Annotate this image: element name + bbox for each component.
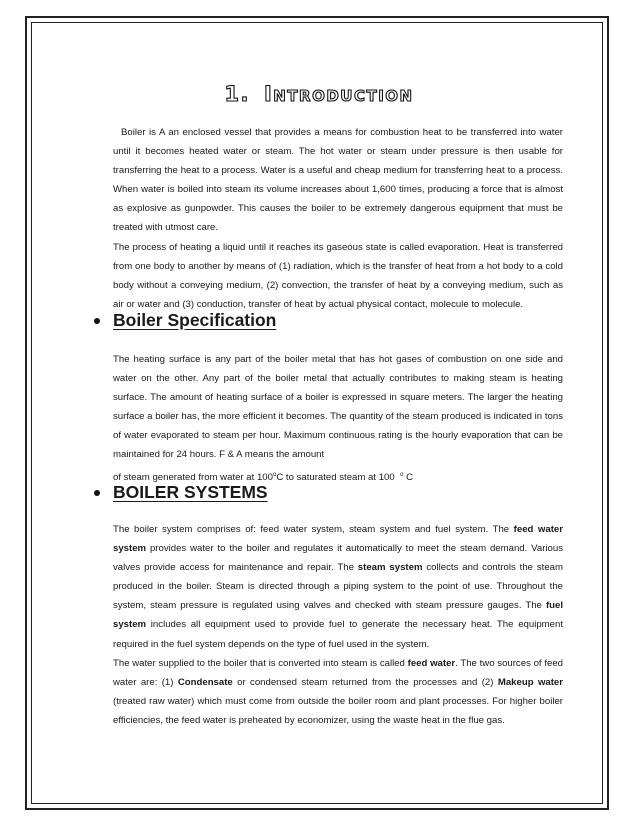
spec-paragraph-2: of steam generated from water at 100$^o$C to saturated steam at 100 $^o$ C — [113, 471, 414, 483]
systems-paragraph-1: The boiler system comprises of: feed water system, steam system and fuel system. The feed water system provides water to the boiler and regulates it automatically to meet the steam demand. Various valves provide access for maintenance and repair. The steam system collects and controls the steam produced in the boiler. Steam is directed through a piping system to the point of use. Throughout the system, steam pressure is regulated using valves and checked with steam pressure gauges. The fuel system includes all equipment used to provide fuel to generate the necessary heat. The equipment required in the fuel system depends on the type of fuel used in the system. — [113, 524, 563, 650]
bullet-icon — [94, 490, 100, 496]
section-number: 1. — [224, 82, 250, 106]
systems-paragraph-2: The water supplied to the boiler that is converted into steam is called feed water. The two sources of feed water are: (1) Condensate or condensed steam returned from the processes and (2) Makeup water (treated raw water) which must come from outside the boiler room and plant processes. For higher boiler efficiencies, the feed water is preheated by economizer, using the waste heat in the flue gas. — [113, 657, 563, 726]
systems-heading-text: BOILER SYSTEMS — [113, 482, 268, 502]
systems-text — [113, 520, 563, 730]
intro-paragraph-2: The process of heating a liquid until it reaches its gaseous state is called evaporation. Heat is transferred from one body to another by means of (1) radiation, which is the transfer of heat from a hot body to a cold body without a conveying medium, (2) convection, the transfer of heat by a conveying medium, such as air or water and (3) conduction, transfer of heat by actual physical contact, molecule to molecule. — [113, 241, 563, 310]
intro-paragraph-1: Boiler is A an enclosed vessel that provides a means for combustion heat to be transferred into water until it becomes heated water or steam. The hot water or steam under pressure is then usable for transferring the heat to a process. Water is a useful and cheap medium for transferring heat to a process. When water is boiled into steam its volume increases about 1,600 times, producing a force that is almost as explosive as gunpowder. This causes the boiler to be extremely dangerous equipment that must be treated with utmost care. — [113, 127, 563, 234]
systems-heading — [94, 482, 268, 503]
spec-text — [113, 350, 563, 487]
section-title — [0, 82, 638, 106]
spec-paragraph-1: The heating surface is any part of the boiler metal that has hot gases of combustion on one side and water on the other. Any part of the boiler metal that actually contributes to making steam is heating surface. The amount of heating surface of a boiler is expressed in square meters. The larger the heating surface a boiler has, the more efficient it becomes. The quantity of the steam produced is indicated in tons of water evaporated to steam per hour. Maximum continuous rating is the hourly evaporation that can be maintained for 24 hours. F & A means the amount — [113, 354, 563, 461]
spec-heading — [94, 310, 276, 331]
spec-heading-text: Boiler Specification — [113, 310, 277, 330]
intro-text — [113, 123, 563, 314]
bullet-icon — [94, 318, 100, 324]
section-title-text: Introduction — [263, 82, 414, 106]
